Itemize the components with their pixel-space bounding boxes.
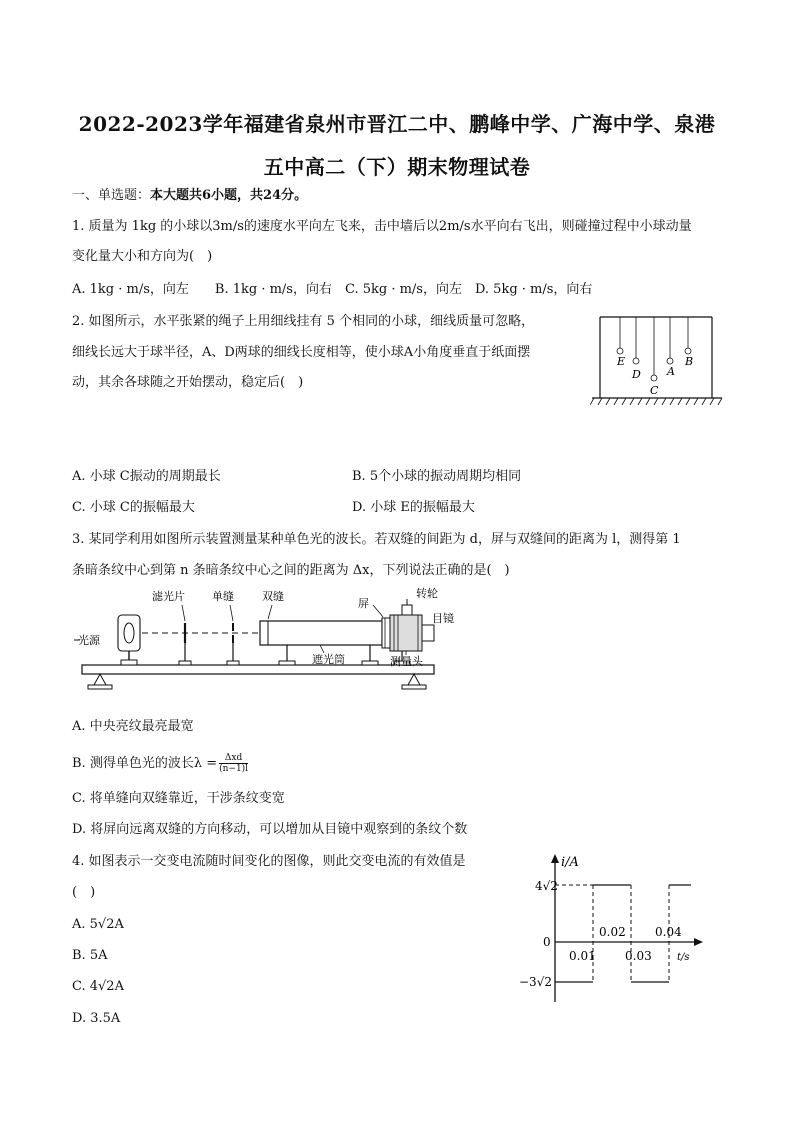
label-tube: 遮光筒	[312, 653, 345, 666]
q2-stem-line3: 动，其余各球随之开始摆动，稳定后( )	[72, 375, 304, 390]
x-axis-label: t/s	[677, 952, 690, 963]
tick-label-001: 0.01	[569, 949, 596, 963]
q1-options: A. 1kg · m/s，向左 B. 1kg · m/s，向右 C. 5kg · m/s，向左 D. 5kg · m/s，向右	[72, 282, 593, 297]
q3-apparatus-figure	[72, 585, 462, 705]
q4-option-a: A. 5√2A	[72, 917, 124, 932]
wavelength-fraction	[219, 753, 248, 774]
q3-stem-line1: 3. 某同学利用如图所示装置测量某种单色光的波长。若双缝的间距为 d，屏与双缝间的距离为 l，测得第 1	[72, 532, 681, 547]
label-eyepiece: 目镜	[432, 612, 454, 625]
fraction-numerator: Δxd	[219, 753, 248, 764]
q3-option-b-prefix: B. 测得单色光的波长λ =	[72, 756, 218, 771]
exam-title-line2: 五中高二（下）期末物理试卷	[263, 155, 531, 179]
q2-option-a: A. 小球 C振动的周期最长	[72, 469, 221, 484]
q2-stem-line1: 2. 如图所示，水平张紧的绳子上用细线挂有 5 个相同的小球，细线质量可忽略，	[72, 314, 535, 329]
section-heading-detail: 本大题共6小题，共24分。	[150, 188, 308, 203]
exam-title-line1: 2022-2023学年福建省泉州市晋江二中、鹏峰中学、广海中学、泉港	[78, 112, 716, 136]
q4-current-graph	[515, 852, 705, 1012]
q2-stem-line2: 细线长远大于球半径，A、D两球的细线长度相等，使小球A小角度垂直于纸面摆	[72, 345, 531, 360]
label-filter: 滤光片	[152, 590, 185, 603]
tick-label-004: 0.04	[655, 925, 682, 939]
label-a: A	[667, 365, 675, 378]
lower-value-label: −3√2	[519, 975, 552, 989]
q3-stem-line2: 条暗条纹中心到第 n 条暗条纹中心之间的距离为 Δx，下列说法正确的是( )	[72, 563, 510, 578]
label-wheel: 转轮	[416, 587, 438, 600]
q2-option-c: C. 小球 C的振幅最大	[72, 500, 195, 515]
label-double-slit: 双缝	[262, 590, 284, 603]
q1-stem-line2: 变化量大小和方向为( )	[72, 249, 213, 264]
upper-value-label: 4√2	[535, 879, 558, 893]
q3-option-a: A. 中央亮纹最亮最宽	[72, 719, 194, 734]
label-d: D	[632, 368, 641, 381]
tick-label-003: 0.03	[625, 949, 652, 963]
q3-option-b	[72, 753, 248, 774]
q2-pendulum-figure	[590, 312, 725, 412]
label-e: E	[617, 355, 626, 368]
q4-option-c: C. 4√2A	[72, 979, 124, 994]
section-heading	[72, 187, 307, 205]
q2-option-d: D. 小球 E的振幅最大	[352, 500, 475, 515]
label-screen: 屏	[358, 597, 369, 610]
label-b: B	[685, 355, 694, 368]
q4-stem-line2: ( )	[72, 885, 96, 900]
q4-stem-line1: 4. 如图表示一交变电流随时间变化的图像，则此交变电流的有效值是	[72, 854, 466, 869]
q1-stem-line1: 1. 质量为 1kg 的小球以3m/s的速度水平向左飞来，击中墙后以2m/s水平向右飞出，则碰撞过程中小球动量	[72, 219, 692, 234]
label-measuring-head: 测量头	[390, 655, 423, 668]
tick-label-002: 0.02	[599, 925, 626, 939]
label-c: C	[650, 384, 659, 397]
y-axis-label: i/A	[561, 855, 579, 870]
q4-option-d: D. 3.5A	[72, 1011, 121, 1026]
q2-option-b: B. 5个小球的振动周期均相同	[352, 469, 522, 484]
label-light-source: 光源	[78, 634, 100, 647]
section-heading-prefix: 一、单选题：	[72, 188, 151, 203]
label-single-slit: 单缝	[212, 590, 234, 603]
q4-option-b: B. 5A	[72, 948, 108, 963]
fraction-denominator: (n−1)l	[219, 764, 249, 774]
q3-option-d: D. 将屏向远离双缝的方向移动，可以增加从目镜中观察到的条纹个数	[72, 822, 468, 837]
q3-option-c: C. 将单缝向双缝靠近，干涉条纹变宽	[72, 791, 285, 806]
origin-label: 0	[543, 935, 551, 949]
